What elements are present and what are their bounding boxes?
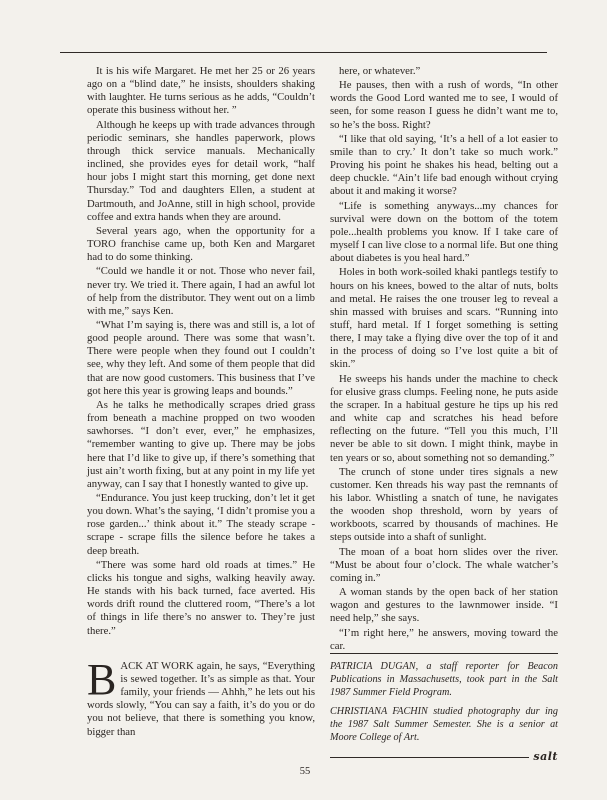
left-column (87, 65, 315, 740)
author-credit: PATRICIA DUGAN, a staff reporter for Beacon Publications in Massachusetts, took part in the Salt 1987 Summer Field Program. (330, 661, 558, 698)
paragraph: Holes in both work-soiled khaki pantlegs testify to hours on his knees, bowed to the altar of nuts, bolts and metal. He raises the one trouser leg to reveal a shin massed with bruises and scars. “Running into stuff, hard metal. If I forget something is setting there, I may take a flying dive over the top of it and in the process of doing so I’ve lost quite a bit of skin.” (330, 266, 558, 371)
end-mark (330, 750, 558, 763)
page-number: 55 (299, 766, 311, 777)
paragraph: “Could we handle it or not. Those who never fail, never try. We tried it. There again, I had an awful lot of help from the distributor. They went out on a limb with me,” says Ken. (87, 265, 315, 317)
drop-cap: B (87, 654, 117, 704)
salt-logo: salt (533, 750, 558, 763)
paragraph: “I like that old saying, ‘It’s a hell of a lot easier to smile than to cry.’ It don’t take so much work.” Proving his point he shakes his head, belting out a deep chuckle. “Ain’t life bad enough without crying about it and making it worse? (330, 132, 558, 198)
paragraph: Although he keeps up with trade advances through periodic seminars, she handles paperwork, plows through thick service manuals. Mechanically inclined, she provides eyes for detail work, “half hour jobs I might start this morning, get done next Thursday.” Tod and daughters Ellen, a student at Dartmouth, and JoAnne, still in high school, provide coffee and extra hands when they are around. (87, 118, 315, 223)
paragraph: “Endurance. You just keep trucking, don’t let it get you down. What’s the saying, ‘I didn’t promise you a rose garden...’ think about it.” The steady scrape - scrape - scrape fills the silence before he takes a deep breath. (87, 492, 315, 557)
paragraph: The crunch of stone under tires signals a new customer. Ken threads his way past the remnants of his labor. Whistling a snatch of tune, he navigates the wooden shop threshold, worn by years of workboots, scarred by thousands of machines. He steps outside into a shaft of sunlight. (330, 465, 558, 544)
paragraph: He sweeps his hands under the machine to check for elusive grass clumps. Feeling none, he puts aside the scraper. In a habitual gesture he tips up his red and white cap and scratches his head before reflecting on the future. “Tell you this much, I’ll never be able to sit down. I might think, maybe in ten years or so, about something not so demanding.” (330, 372, 558, 464)
author-credits (330, 653, 558, 763)
paragraph: “I’m right here,” he answers, moving toward the car. (330, 626, 558, 652)
top-rule (60, 52, 547, 53)
photographer-credit: CHRISTIANA FACHIN studied photography dur ing the 1987 Salt Summer Semester. She is a senior at Moore College of Art. (330, 706, 558, 743)
dropcap-paragraph (87, 654, 315, 739)
paragraph: It is his wife Margaret. He met her 25 or 26 years ago on a “blind date,” he insists, shoulders shaking with laughter. He turns serious as he adds, “Couldn’t operate this business without her. ” (87, 65, 315, 117)
paragraph: “There was some hard old roads at times.” He clicks his tongue and sighs, walking heavily away. He stands with his back turned, face averted. His words drift round the cluttered room, “There’s a lot of things in life there’s no answer to. They’re just there.” (87, 558, 315, 637)
end-rule (330, 757, 529, 758)
paragraph: The moan of a boat horn slides over the river. “Must be about four o’clock. The whale watcher’s coming in.” (330, 545, 558, 584)
paragraph: A woman stands by the open back of her station wagon and gestures to the lawnmower inside. “I need help,” she says. (330, 586, 558, 625)
paragraph: here, or whatever.” (339, 65, 421, 77)
dropcap-paragraph-text: ACK AT WORK again, he says, “Everything is sewed together. It’s as simple as that. Your family, your friends — Ahhh,” he lets out his words slowly, “You can say a faith, it’s do you or do you not believe, that there is something you know, bigger than (87, 659, 315, 738)
paragraph: As he talks he methodically scrapes dried grass from beneath a machine propped on two wooden sawhorses. “I don’t ever, ever,” he emphasizes, “remember wanting to give up. There may be jobs here that I’d like to give up, if there’s something that just ain’t worth fixing, but at any point in my life yet anyway, can I say that I honestly wanted to give up. (87, 398, 315, 490)
paragraph: Several years ago, when the opportunity for a TORO franchise came up, both Ken and Margaret had to do some thinking. (87, 224, 315, 264)
paragraph: “What I’m saying is, there was and still is, a lot of good people around. There was some that wasn’t. There were people when they found out I couldn’t see, why they left. And some of them people that did that are now good customers. This business that I’ve got here this year is growing leaps and bounds.” (87, 318, 315, 397)
paragraph: He pauses, then with a rush of words, “In other words the Good Lord wanted me to see, I would of seen, for some reason I guess he didn’t want me to, so he’s the boss. Right? (330, 79, 558, 131)
paragraph: “Life is something anyways...my chances for survival were down on the bottom of the totem pole...health problems you know. If I take care of myself I can live close to a normal life. But one thing about diabetes is you heal hard.” (330, 199, 558, 265)
right-column (330, 65, 558, 654)
